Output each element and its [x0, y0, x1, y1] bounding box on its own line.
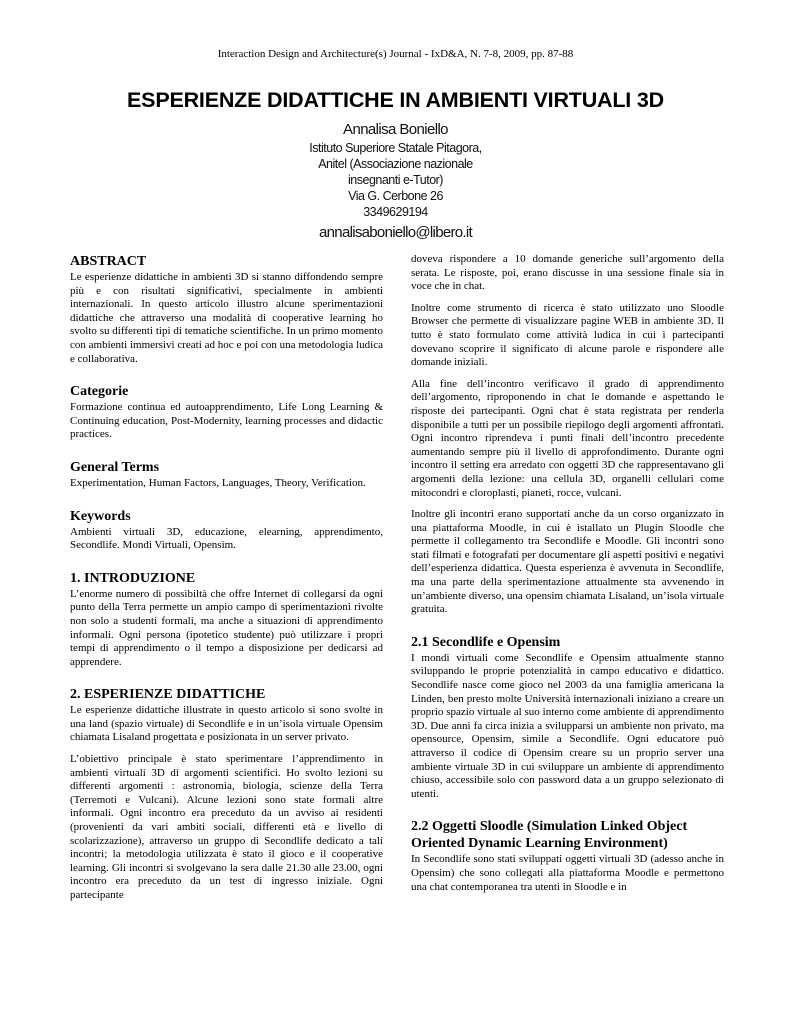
- author-block: [0, 120, 791, 242]
- affiliation-line: Istituto Superiore Statale Pitagora,: [309, 141, 482, 155]
- sloodle-heading: 2.2 Oggetti Sloodle (Simulation Linked Object Oriented Dynamic Learning Environment): [411, 819, 688, 852]
- left-column: [70, 253, 383, 903]
- secondlife-heading: 2.1 Secondlife e Opensim: [411, 634, 561, 650]
- author-name: Annalisa Boniello: [343, 121, 448, 138]
- general-terms-heading: General Terms: [70, 459, 160, 475]
- keywords-text: Ambienti virtuali 3D, educazione, elearning, apprendimento, Secondlife. Mondi Virtuali, Opensim.: [70, 525, 383, 552]
- abstract-heading: ABSTRACT: [70, 254, 147, 269]
- journal-header: Interaction Design and Architecture(s) Journal - IxD&A, N. 7-8, 2009, pp. 87-88: [217, 48, 574, 60]
- esperienze-heading: 2. ESPERIENZE DIDATTICHE: [70, 687, 266, 703]
- body-paragraph: Inoltre come strumento di ricerca è stato utilizzato uno Sloodle Browser che permette di visualizzare pagine WEB in ambiente 3D. Il tutto è stato formulato come attività ludica in cui i partecipanti dovevano scoprire il significato di alcune parole e rispondere alle domande iniziali.: [411, 301, 724, 369]
- secondlife-text: I mondi virtuali come Secondlife e Opensim attualmente stanno sviluppando le proprie potenzialità in campo educativo e didattico. Secondlife nasce come gioco nel 2003 da una famiglia americana la Linden, ben presto molte Università internazionali iniziano a creare un proprio spazio virtuale al suo interno come ambiente di apprendimento 3D. Due anni fa circa inizia a svilupparsi un ambiente non privato, ma opensource, Opensim, simile a Secondlife. Ogni educatore può attraverso il codice di Opensim creare su un proprio server una ambiente virtuale 3D in cui sviluppare un ambiente di apprendimento chiuso, accessibile solo con password data a un gruppo selezionato di utenti.: [411, 651, 724, 800]
- affiliation-line: 3349629194: [363, 205, 428, 219]
- abstract-text: Le esperienze didattiche in ambienti 3D si stanno diffondendo sempre più e con risultati significativi, specialmente in ambienti internazionali. In questo articolo illustro alcune sperimentazioni didattiche che attraverso una modalità di cooperative learning ho svolto su differenti tipi di tematiche scientifiche. In un primo momento con ambienti immersivi creati ad hoc e poi con una metodologia ludica e collaborativa.: [70, 271, 383, 365]
- sloodle-text: In Secondlife sono stati sviluppati oggetti virtuali 3D (adesso anche in Opensim) che sono collegati alla piattaforma Moodle e permettono una chat contemporanea tra utenti in Sloodle e in: [411, 853, 724, 893]
- esperienze-paragraph: Le esperienze didattiche illustrate in questo articolo si sono svolte in una land (spazio virtuale) di Secondlife e in un’isola virtuale Opensim chiamata Lisaland progettata e posizionata in un server privato.: [70, 704, 383, 744]
- paper-title: ESPERIENZE DIDATTICHE IN AMBIENTI VIRTUALI 3D: [127, 88, 664, 112]
- affiliation-line: Anitel (Associazione nazionale: [318, 157, 473, 171]
- categorie-text: Formazione continua ed autoapprendimento, Life Long Learning & Continuing education, Post-Modernity, learning processes and didactic practices.: [70, 401, 383, 441]
- categorie-heading: Categorie: [70, 384, 129, 400]
- body-paragraph: doveva rispondere a 10 domande generiche sull’argomento della serata. Le risposte, poi, erano discusse in una sessione finale sia in voce che in chat.: [411, 253, 724, 293]
- body-paragraph: Inoltre gli incontri erano supportati anche da un corso organizzato in una piattaforma Moodle, in cui è istallato un Plugin Sloodle che permette il collegamento tra Secondlife e Moodle. Gli incontri sono stati filmati e fotografati per documentare gli aspetti positivi e negativi dell’esperienza didattica. Questa esperienza è avvenuta in Secondlife, ma una parte della sperimentazione attualmente sta avvenendo in un’ambiente diverso, una opensim chiamata Lisaland, un’isola virtuale gratuita.: [411, 508, 724, 616]
- body-paragraph: Alla fine dell’incontro verificavo il grado di apprendimento dell’argomento, riproponendo in chat le domande e aspettando le risposte dei partecipanti. Ogni chat è stata registrata per renderla disponibile a tutti per un possibile riepilogo degli argomenti affrontati. Ogni incontro riprendeva i punti finali dell’incontro precedente aumentando sempre più il livello di approfondimento. Durante ogni incontro il setting era arredato con oggetti 3D che rappresentavano gli argomenti della lezione: una cellula 3D, organelli cellulari come mitocondri e cloroplasti, pianeti, rocce, vulcani.: [411, 377, 724, 499]
- right-column: [411, 253, 724, 894]
- introduzione-text: L’enorme numero di possibiltà che offre Internet di collegarsi da ogni punto della Terra permette un ampio campo di sperimentazioni rivolte non solo a studenti formali, ma anche a situazioni di apprendimento informali. Ogni persona (ipotetico studente) può utilizzare i propri tempi di apprendimento o il tempo a disposizione per dedicarsi ad apprendere.: [70, 587, 383, 668]
- general-terms-text: Experimentation, Human Factors, Languages, Theory, Verification.: [70, 476, 366, 489]
- author-email: annalisaboniello@libero.it: [319, 224, 472, 241]
- introduzione-heading: 1. INTRODUZIONE: [70, 570, 196, 586]
- keywords-heading: Keywords: [70, 508, 131, 524]
- esperienze-paragraph: L’obiettivo principale è stato sperimentare l’apprendimento in ambienti virtuali 3D di argomenti scientifici. Ho svolto lezioni su differenti argomenti : astronomia, biologia, scienze della Terra (Terremoti e Vulcani). Alcune lezioni sono state formali altre informali. Ogni incontro era preceduto da un avviso ai residenti (provenienti da vari ambiti sociali, differenti età e livello di scolarizzazione), attraverso un gruppo di Secondlife dedicato a tali incontri; la metodologia utilizzata è stato il gioco e il cooperative learning. Gli incontri si svolgevano la sera dalle 21.30 alle 23.00, ogni incontro era preceduto da un test di ingresso iniziale. Ogni partecipante: [70, 753, 383, 901]
- affiliation-line: Via G. Cerbone 26: [348, 189, 443, 203]
- affiliation-line: insegnanti e-Tutor): [348, 173, 443, 187]
